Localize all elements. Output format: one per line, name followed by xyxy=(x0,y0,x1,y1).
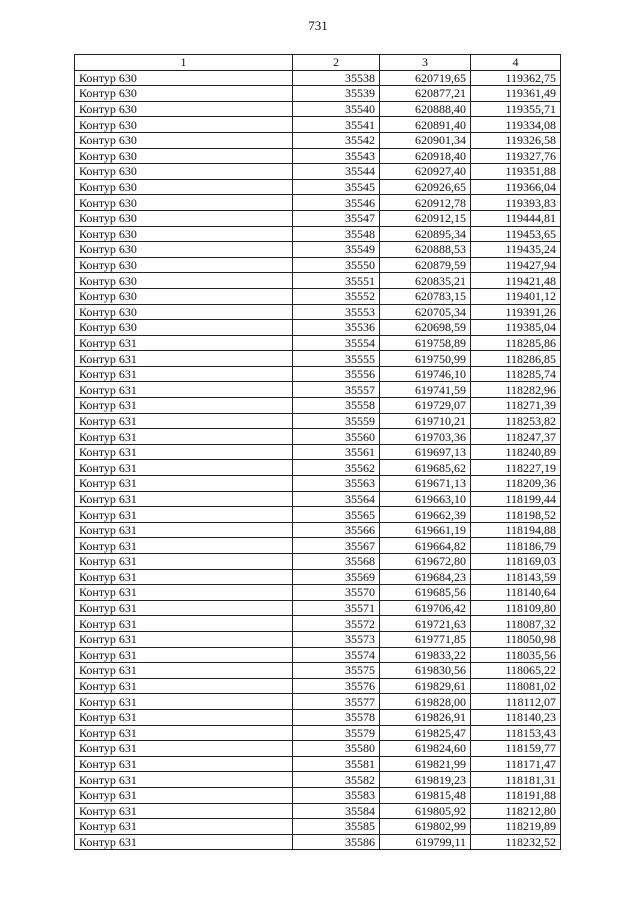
x-coordinate-cell: 620912,15 xyxy=(380,210,471,226)
point-number-cell: 35562 xyxy=(293,460,380,476)
contour-name-cell: Контур 631 xyxy=(75,694,293,710)
point-number-cell: 35563 xyxy=(293,476,380,492)
table-row xyxy=(75,226,561,242)
x-coordinate-cell: 620891,40 xyxy=(380,117,471,133)
x-coordinate-cell: 619663,10 xyxy=(380,491,471,507)
x-coordinate-cell: 619671,13 xyxy=(380,476,471,492)
x-coordinate-cell: 619661,19 xyxy=(380,522,471,538)
point-number-cell: 35584 xyxy=(293,803,380,819)
point-number-cell: 35574 xyxy=(293,647,380,663)
y-coordinate-cell: 119355,71 xyxy=(471,101,561,117)
y-coordinate-cell: 119326,58 xyxy=(471,132,561,148)
contour-name-cell: Контур 631 xyxy=(75,819,293,835)
x-coordinate-cell: 620877,21 xyxy=(380,86,471,102)
point-number-cell: 35586 xyxy=(293,834,380,850)
x-coordinate-cell: 620888,40 xyxy=(380,101,471,117)
y-coordinate-cell: 118232,52 xyxy=(471,834,561,850)
point-number-cell: 35547 xyxy=(293,210,380,226)
table-row xyxy=(75,304,561,320)
contour-name-cell: Контур 630 xyxy=(75,117,293,133)
table-row xyxy=(75,210,561,226)
x-coordinate-cell: 620912,78 xyxy=(380,195,471,211)
contour-name-cell: Контур 630 xyxy=(75,101,293,117)
contour-name-cell: Контур 631 xyxy=(75,460,293,476)
table-row xyxy=(75,257,561,273)
table-row xyxy=(75,444,561,460)
y-coordinate-cell: 118143,59 xyxy=(471,569,561,585)
contour-name-cell: Контур 630 xyxy=(75,273,293,289)
point-number-cell: 35570 xyxy=(293,585,380,601)
x-coordinate-cell: 619826,91 xyxy=(380,709,471,725)
contour-name-cell: Контур 630 xyxy=(75,132,293,148)
contour-name-cell: Контур 630 xyxy=(75,195,293,211)
table-row xyxy=(75,117,561,133)
point-number-cell: 35571 xyxy=(293,600,380,616)
x-coordinate-cell: 619741,59 xyxy=(380,382,471,398)
table-row xyxy=(75,398,561,414)
contour-name-cell: Контур 630 xyxy=(75,148,293,164)
point-number-cell: 35560 xyxy=(293,429,380,445)
table-row xyxy=(75,600,561,616)
table-row xyxy=(75,413,561,429)
x-coordinate-cell: 619771,85 xyxy=(380,631,471,647)
y-coordinate-cell: 119351,88 xyxy=(471,164,561,180)
x-coordinate-cell: 619750,99 xyxy=(380,351,471,367)
x-coordinate-cell: 619685,62 xyxy=(380,460,471,476)
contour-name-cell: Контур 631 xyxy=(75,631,293,647)
table-row xyxy=(75,631,561,647)
y-coordinate-cell: 118087,32 xyxy=(471,616,561,632)
y-coordinate-cell: 119327,76 xyxy=(471,148,561,164)
contour-name-cell: Контур 630 xyxy=(75,70,293,86)
x-coordinate-cell: 619706,42 xyxy=(380,600,471,616)
contour-name-cell: Контур 630 xyxy=(75,257,293,273)
point-number-cell: 35564 xyxy=(293,491,380,507)
table-row xyxy=(75,756,561,772)
point-number-cell: 35576 xyxy=(293,678,380,694)
column-header-3: 3 xyxy=(380,55,471,71)
x-coordinate-cell: 620926,65 xyxy=(380,179,471,195)
contour-name-cell: Контур 631 xyxy=(75,756,293,772)
point-number-cell: 35550 xyxy=(293,257,380,273)
x-coordinate-cell: 619802,99 xyxy=(380,819,471,835)
x-coordinate-cell: 619697,13 xyxy=(380,444,471,460)
y-coordinate-cell: 118285,86 xyxy=(471,335,561,351)
y-coordinate-cell: 119385,04 xyxy=(471,320,561,336)
contour-name-cell: Контур 631 xyxy=(75,709,293,725)
table-row xyxy=(75,242,561,258)
y-coordinate-cell: 118285,74 xyxy=(471,366,561,382)
contour-name-cell: Контур 631 xyxy=(75,569,293,585)
contour-name-cell: Контур 631 xyxy=(75,491,293,507)
y-coordinate-cell: 118253,82 xyxy=(471,413,561,429)
y-coordinate-cell: 118186,79 xyxy=(471,538,561,554)
table-row xyxy=(75,522,561,538)
table-row xyxy=(75,195,561,211)
point-number-cell: 35554 xyxy=(293,335,380,351)
y-coordinate-cell: 118081,02 xyxy=(471,678,561,694)
y-coordinate-cell: 118227,19 xyxy=(471,460,561,476)
contour-name-cell: Контур 631 xyxy=(75,366,293,382)
contour-name-cell: Контур 631 xyxy=(75,335,293,351)
y-coordinate-cell: 118109,80 xyxy=(471,600,561,616)
point-number-cell: 35545 xyxy=(293,179,380,195)
y-coordinate-cell: 119366,04 xyxy=(471,179,561,195)
y-coordinate-cell: 119361,49 xyxy=(471,86,561,102)
contour-name-cell: Контур 630 xyxy=(75,179,293,195)
contour-name-cell: Контур 631 xyxy=(75,538,293,554)
contour-name-cell: Контур 630 xyxy=(75,242,293,258)
table-row xyxy=(75,741,561,757)
table-row xyxy=(75,351,561,367)
y-coordinate-cell: 118240,89 xyxy=(471,444,561,460)
contour-name-cell: Контур 631 xyxy=(75,616,293,632)
table-row xyxy=(75,86,561,102)
x-coordinate-cell: 619805,92 xyxy=(380,803,471,819)
table-row xyxy=(75,70,561,86)
y-coordinate-cell: 118159,77 xyxy=(471,741,561,757)
contour-name-cell: Контур 631 xyxy=(75,429,293,445)
y-coordinate-cell: 119401,12 xyxy=(471,288,561,304)
y-coordinate-cell: 118169,03 xyxy=(471,554,561,570)
x-coordinate-cell: 619758,89 xyxy=(380,335,471,351)
table-row xyxy=(75,335,561,351)
contour-name-cell: Контур 630 xyxy=(75,164,293,180)
point-number-cell: 35580 xyxy=(293,741,380,757)
x-coordinate-cell: 619824,60 xyxy=(380,741,471,757)
x-coordinate-cell: 619815,48 xyxy=(380,787,471,803)
contour-name-cell: Контур 631 xyxy=(75,585,293,601)
point-number-cell: 35541 xyxy=(293,117,380,133)
table-row xyxy=(75,663,561,679)
point-number-cell: 35585 xyxy=(293,819,380,835)
y-coordinate-cell: 119453,65 xyxy=(471,226,561,242)
point-number-cell: 35578 xyxy=(293,709,380,725)
x-coordinate-cell: 619729,07 xyxy=(380,398,471,414)
y-coordinate-cell: 119393,83 xyxy=(471,195,561,211)
table-row xyxy=(75,460,561,476)
contour-name-cell: Контур 631 xyxy=(75,600,293,616)
point-number-cell: 35548 xyxy=(293,226,380,242)
table-row xyxy=(75,554,561,570)
y-coordinate-cell: 118209,36 xyxy=(471,476,561,492)
table-row xyxy=(75,678,561,694)
y-coordinate-cell: 119435,24 xyxy=(471,242,561,258)
point-number-cell: 35567 xyxy=(293,538,380,554)
contour-name-cell: Контур 631 xyxy=(75,382,293,398)
x-coordinate-cell: 619664,82 xyxy=(380,538,471,554)
column-header-1: 1 xyxy=(75,55,293,71)
contour-name-cell: Контур 631 xyxy=(75,725,293,741)
point-number-cell: 35556 xyxy=(293,366,380,382)
contour-name-cell: Контур 631 xyxy=(75,522,293,538)
x-coordinate-cell: 619825,47 xyxy=(380,725,471,741)
table-row xyxy=(75,803,561,819)
contour-name-cell: Контур 631 xyxy=(75,647,293,663)
y-coordinate-cell: 119334,08 xyxy=(471,117,561,133)
table-row xyxy=(75,694,561,710)
point-number-cell: 35583 xyxy=(293,787,380,803)
y-coordinate-cell: 118171,47 xyxy=(471,756,561,772)
x-coordinate-cell: 620698,59 xyxy=(380,320,471,336)
point-number-cell: 35540 xyxy=(293,101,380,117)
point-number-cell: 35552 xyxy=(293,288,380,304)
x-coordinate-cell: 619819,23 xyxy=(380,772,471,788)
point-number-cell: 35582 xyxy=(293,772,380,788)
y-coordinate-cell: 118212,80 xyxy=(471,803,561,819)
x-coordinate-cell: 619828,00 xyxy=(380,694,471,710)
x-coordinate-cell: 619703,36 xyxy=(380,429,471,445)
y-coordinate-cell: 118065,22 xyxy=(471,663,561,679)
point-number-cell: 35568 xyxy=(293,554,380,570)
contour-name-cell: Контур 631 xyxy=(75,444,293,460)
contour-name-cell: Контур 631 xyxy=(75,351,293,367)
point-number-cell: 35542 xyxy=(293,132,380,148)
contour-name-cell: Контур 631 xyxy=(75,663,293,679)
table-body xyxy=(75,70,561,850)
point-number-cell: 35558 xyxy=(293,398,380,414)
x-coordinate-cell: 619662,39 xyxy=(380,507,471,523)
point-number-cell: 35538 xyxy=(293,70,380,86)
y-coordinate-cell: 118050,98 xyxy=(471,631,561,647)
contour-name-cell: Контур 631 xyxy=(75,787,293,803)
point-number-cell: 35544 xyxy=(293,164,380,180)
y-coordinate-cell: 118271,39 xyxy=(471,398,561,414)
x-coordinate-cell: 619685,56 xyxy=(380,585,471,601)
table-row xyxy=(75,288,561,304)
x-coordinate-cell: 619721,63 xyxy=(380,616,471,632)
point-number-cell: 35579 xyxy=(293,725,380,741)
point-number-cell: 35561 xyxy=(293,444,380,460)
table-row xyxy=(75,132,561,148)
y-coordinate-cell: 118181,31 xyxy=(471,772,561,788)
x-coordinate-cell: 619821,99 xyxy=(380,756,471,772)
y-coordinate-cell: 118219,89 xyxy=(471,819,561,835)
point-number-cell: 35543 xyxy=(293,148,380,164)
x-coordinate-cell: 620705,34 xyxy=(380,304,471,320)
y-coordinate-cell: 118153,43 xyxy=(471,725,561,741)
table-row xyxy=(75,382,561,398)
point-number-cell: 35539 xyxy=(293,86,380,102)
table-row xyxy=(75,616,561,632)
contour-name-cell: Контур 631 xyxy=(75,507,293,523)
y-coordinate-cell: 118199,44 xyxy=(471,491,561,507)
x-coordinate-cell: 620888,53 xyxy=(380,242,471,258)
contour-name-cell: Контур 631 xyxy=(75,398,293,414)
table-row xyxy=(75,772,561,788)
point-number-cell: 35559 xyxy=(293,413,380,429)
point-number-cell: 35555 xyxy=(293,351,380,367)
table-row xyxy=(75,787,561,803)
contour-name-cell: Контур 631 xyxy=(75,741,293,757)
point-number-cell: 35553 xyxy=(293,304,380,320)
table-row xyxy=(75,429,561,445)
x-coordinate-cell: 620927,40 xyxy=(380,164,471,180)
point-number-cell: 35551 xyxy=(293,273,380,289)
y-coordinate-cell: 118282,96 xyxy=(471,382,561,398)
contour-name-cell: Контур 630 xyxy=(75,226,293,242)
table-row xyxy=(75,507,561,523)
contour-name-cell: Контур 631 xyxy=(75,476,293,492)
point-number-cell: 35573 xyxy=(293,631,380,647)
y-coordinate-cell: 118198,52 xyxy=(471,507,561,523)
y-coordinate-cell: 118194,88 xyxy=(471,522,561,538)
table-row xyxy=(75,179,561,195)
x-coordinate-cell: 619672,80 xyxy=(380,554,471,570)
point-number-cell: 35557 xyxy=(293,382,380,398)
contour-name-cell: Контур 631 xyxy=(75,834,293,850)
table-row xyxy=(75,585,561,601)
y-coordinate-cell: 119421,48 xyxy=(471,273,561,289)
y-coordinate-cell: 118191,88 xyxy=(471,787,561,803)
x-coordinate-cell: 619746,10 xyxy=(380,366,471,382)
table-row xyxy=(75,164,561,180)
contour-name-cell: Контур 630 xyxy=(75,210,293,226)
y-coordinate-cell: 118035,56 xyxy=(471,647,561,663)
column-header-2: 2 xyxy=(293,55,380,71)
point-number-cell: 35549 xyxy=(293,242,380,258)
point-number-cell: 35572 xyxy=(293,616,380,632)
point-number-cell: 35581 xyxy=(293,756,380,772)
table-row xyxy=(75,725,561,741)
point-number-cell: 35566 xyxy=(293,522,380,538)
table-row xyxy=(75,834,561,850)
x-coordinate-cell: 620783,15 xyxy=(380,288,471,304)
contour-name-cell: Контур 631 xyxy=(75,413,293,429)
y-coordinate-cell: 119427,94 xyxy=(471,257,561,273)
contour-name-cell: Контур 631 xyxy=(75,554,293,570)
point-number-cell: 35565 xyxy=(293,507,380,523)
contour-name-cell: Контур 630 xyxy=(75,86,293,102)
x-coordinate-cell: 620918,40 xyxy=(380,148,471,164)
point-number-cell: 35536 xyxy=(293,320,380,336)
contour-name-cell: Контур 631 xyxy=(75,772,293,788)
table-row xyxy=(75,569,561,585)
x-coordinate-cell: 620895,34 xyxy=(380,226,471,242)
x-coordinate-cell: 620835,21 xyxy=(380,273,471,289)
x-coordinate-cell: 620901,34 xyxy=(380,132,471,148)
x-coordinate-cell: 619830,56 xyxy=(380,663,471,679)
point-number-cell: 35575 xyxy=(293,663,380,679)
table-row xyxy=(75,273,561,289)
x-coordinate-cell: 619833,22 xyxy=(380,647,471,663)
table-header-row xyxy=(75,55,561,71)
contour-name-cell: Контур 630 xyxy=(75,288,293,304)
contour-name-cell: Контур 631 xyxy=(75,803,293,819)
y-coordinate-cell: 118140,64 xyxy=(471,585,561,601)
table-row xyxy=(75,538,561,554)
table-row xyxy=(75,491,561,507)
x-coordinate-cell: 620879,59 xyxy=(380,257,471,273)
x-coordinate-cell: 619710,21 xyxy=(380,413,471,429)
table-row xyxy=(75,366,561,382)
point-number-cell: 35569 xyxy=(293,569,380,585)
x-coordinate-cell: 620719,65 xyxy=(380,70,471,86)
contour-name-cell: Контур 630 xyxy=(75,304,293,320)
table-row xyxy=(75,320,561,336)
y-coordinate-cell: 118140,23 xyxy=(471,709,561,725)
y-coordinate-cell: 118112,07 xyxy=(471,694,561,710)
y-coordinate-cell: 118286,85 xyxy=(471,351,561,367)
coordinates-table xyxy=(74,54,561,850)
y-coordinate-cell: 119391,26 xyxy=(471,304,561,320)
contour-name-cell: Контур 631 xyxy=(75,678,293,694)
point-number-cell: 35546 xyxy=(293,195,380,211)
contour-name-cell: Контур 630 xyxy=(75,320,293,336)
table-row xyxy=(75,476,561,492)
x-coordinate-cell: 619829,61 xyxy=(380,678,471,694)
x-coordinate-cell: 619684,23 xyxy=(380,569,471,585)
table-row xyxy=(75,709,561,725)
y-coordinate-cell: 119362,75 xyxy=(471,70,561,86)
table-row xyxy=(75,819,561,835)
point-number-cell: 35577 xyxy=(293,694,380,710)
y-coordinate-cell: 118247,37 xyxy=(471,429,561,445)
page-number: 731 xyxy=(308,18,328,33)
table-row xyxy=(75,647,561,663)
table-row xyxy=(75,148,561,164)
y-coordinate-cell: 119444,81 xyxy=(471,210,561,226)
x-coordinate-cell: 619799,11 xyxy=(380,834,471,850)
column-header-4: 4 xyxy=(471,55,561,71)
table-row xyxy=(75,101,561,117)
